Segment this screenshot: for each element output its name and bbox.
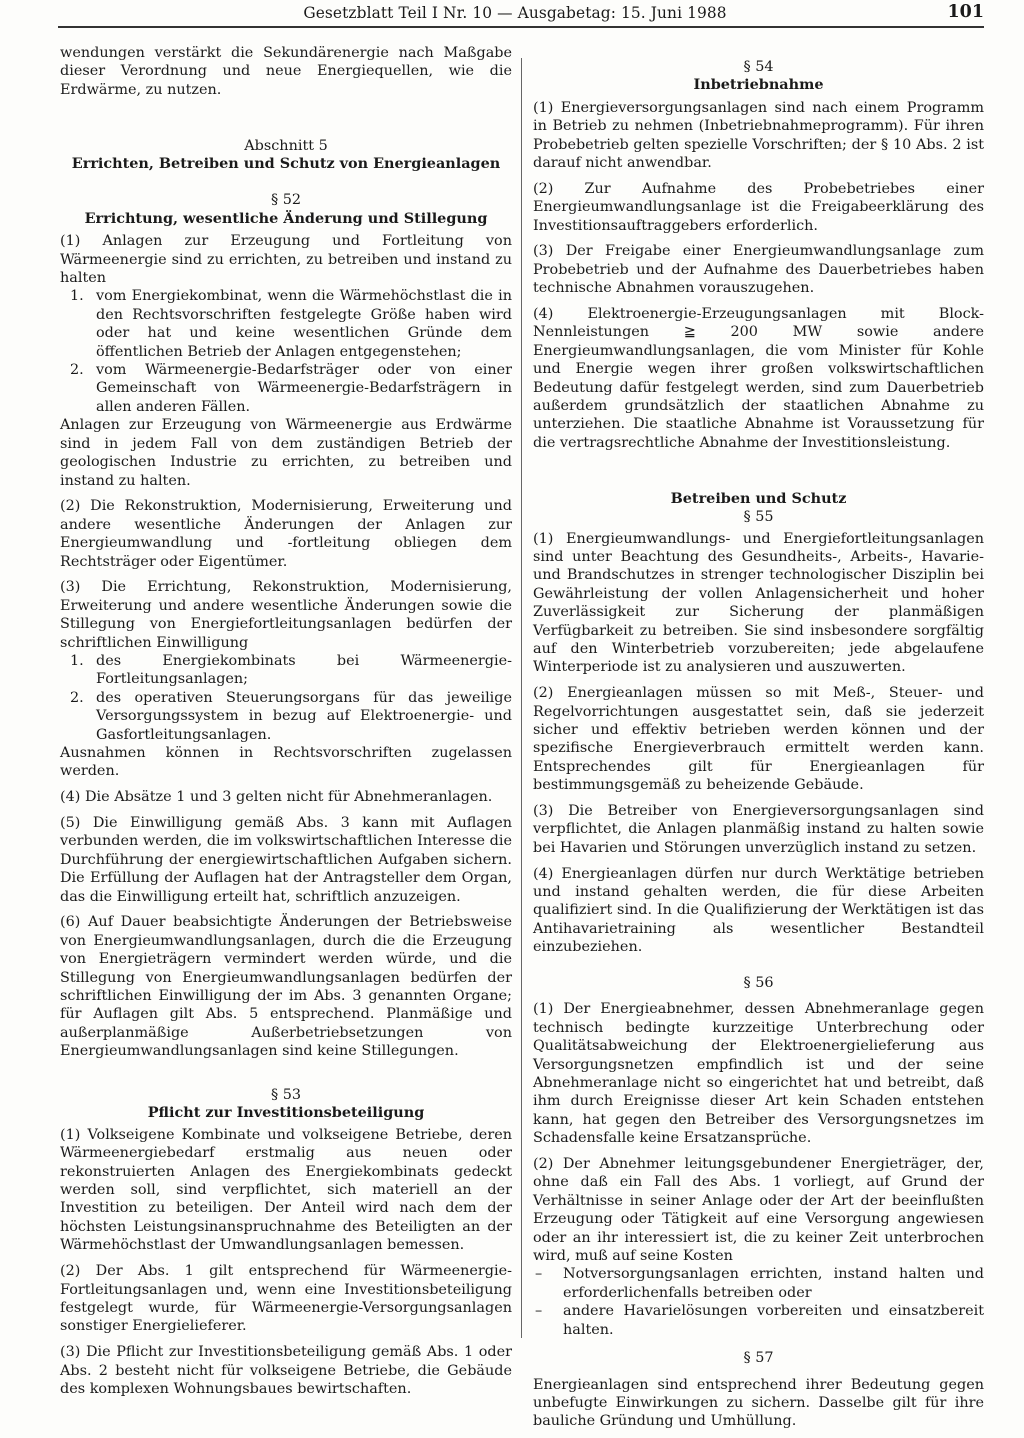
section-52-para-1-after: Anlagen zur Erzeugung von Wärmeenergie aus Erdwärme sind in jedem Fall von dem zuständigen Betrieb der geologischen Industrie zu errichten, zu betreiben und instand zu halten. [60, 417, 512, 489]
section-52-number: § 52 [270, 192, 302, 209]
column-divider [521, 58, 522, 1338]
section-54-para-4: (4) Elektroenergie-Erzeugungsanlagen mit Block-Nennleistungen ≧ 200 MW sowie andere Energieumwandlungsanlagen, die vom Minister für Kohle und Energie wegen ihrer großen volkswirtschaftlichen Bedeutung dafür festgelegt werden, sind zum Dauerbetrieb außerdem grundsätzlich der staatlichen Abnahme zu unterziehen. Die staatliche Abnahme ist Voraussetzung für die vertragsrechtliche Abnahme der Investitionsleistung. [533, 306, 984, 451]
section-53-para-1: (1) Volkseigene Kombinate und volkseigene Betriebe, deren Wärmeenergiebedarf erstmalig aus neuen oder rekonstruierten Anlagen des Energiekombinats gedeckt werden soll, sind verpflichtet, sich materiell an der Investition zu beteiligen. Der Anteil wird nach dem der höchsten Leistungsinanspruchnahme des Beteiligten an der Wärmehöchstlast der Umwandlungsanlagen bemessen. [60, 1126, 512, 1254]
publication-title: Gesetzblatt Teil I Nr. 10 — Ausgabetag: 15. Juni 1988 [303, 4, 727, 22]
section-52-para-2: (2) Die Rekonstruktion, Modernisierung, Erweiterung und andere wesentliche Änderungen der Anlagen zur Energieumwandlung und -fortleitung obliegen dem Rechtsträger oder Eigentümer. [60, 498, 512, 570]
section-54-para-3: (3) Der Freigabe einer Energieumwandlungsanlage zum Probebetrieb und der Aufnahme des Dauerbetriebes haben technische Abnahmen vorauszugehen. [533, 243, 984, 297]
section-53-para-2: (2) Der Abs. 1 gilt entsprechend für Wärmeenergie-Fortleitungsanlagen und, wenn eine Investitionsbeteiligung festgelegt wurde, für Wärmeenergie-Versorgungsanlagen sonstiger Energielieferer. [60, 1263, 512, 1335]
list-text: des operativen Steuerungsorgans für das jeweilige Versorgungssystem in bezug auf Elektroenergie- und Gasfortleitungsanlagen. [96, 689, 512, 743]
list-marker: 1. [70, 288, 84, 305]
list-item [533, 1302, 984, 1339]
page-header [0, 0, 1024, 34]
section-57-para-1: Energieanlagen sind entsprechend ihrer Bedeutung gegen unbefugte Einwirkungen zu sichern. Dasselbe gilt für ihre bauliche Gründung und Umhüllung. [533, 1376, 984, 1430]
section-55-para-4: (4) Energieanlagen dürfen nur durch Werktätige betrieben und instand gehalten werden, die für diese Arbeiten qualifiziert sind. In die Qualifizierung der Werktätigen ist das Antihavarietraining als wesentlicher Bestandteil einzubeziehen. [533, 865, 984, 956]
abschnitt-label: Abschnitt 5 [244, 137, 328, 154]
section-56-number: § 56 [743, 975, 774, 991]
section-57-number: § 57 [743, 1350, 774, 1367]
right-column [533, 58, 984, 1438]
section-52-para-4: (4) Die Absätze 1 und 3 gelten nicht für Abnehmeranlagen. [60, 789, 493, 806]
list-marker: – [535, 1266, 543, 1283]
list-text: vom Energiekombinat, wenn die Wärmehöchstlast die in den Rechtsvorschriften festgelegte Größe haben wird oder hat und keine wesentlichen Gründe dem öffentlichen Betrieb der Anlagen entgegenstehen; [96, 288, 512, 360]
section-54-para-2: (2) Zur Aufnahme des Probebetriebes einer Energieumwandlungsanlage ist die Freigabeerklärung des Investitionsauftraggebers erforderlich. [533, 180, 984, 234]
section-56-para-1: (1) Der Energieabnehmer, dessen Abnehmeranlage gegen technisch bedingte kurzzeitige Unterbrechung oder Qualitätsabweichung der Elektroenergielieferung aus Versorgungsnetzen empfindlich ist und der seine Abnehmeranlage nicht so eingerichtet hat und betreibt, daß ihm durch Ereignisse dieser Art kein Schaden entstehen kann, hat gegen den Betreiber des Versorgungsnetzes im Schadensfalle keine Ersatzansprüche. [533, 1001, 984, 1147]
list-text: vom Wärmeenergie-Bedarfsträger oder von einer Gemeinschaft von Wärmeenergie-Bedarfsträgern in allen anderen Fällen. [96, 362, 512, 415]
list-text: Notversorgungsanlagen errichten, instand halten und erforderlichenfalls betreiben oder [563, 1266, 984, 1301]
section-52-para-6: (6) Auf Dauer beabsichtigte Änderungen der Betriebsweise von Energieumwandlungsanlagen, durch die die Erzeugung von Energieträgern vermindert werden würde, und die Stillegung von Energieumwandlungsanlagen bedürfen der schriftlichen Einwilligung der im Abs. 3 genannten Organe; für Auflagen gilt Abs. 5 entsprechend. Planmäßige und außerplanmäßige Außerbetriebsetzungen von Energieumwandlungsanlagen sind keine Stillegungen. [60, 914, 512, 1060]
section-53-title: Pflicht zur Investitionsbeteiligung [147, 1104, 425, 1122]
list-item [60, 689, 512, 744]
section-54-para-1: (1) Energieversorgungsanlagen sind nach einem Programm in Betrieb zu nehmen (Inbetriebnahmeprogramm). Für ihren Probebetrieb gelten spezielle Vorschriften; der § 10 Abs. 2 ist darauf nicht anwendbar. [533, 99, 984, 172]
abschnitt-title: Errichten, Betreiben und Schutz von Energieanlagen [71, 155, 501, 173]
section-53-number: § 53 [270, 1087, 302, 1104]
section-52-para-1: (1) Anlagen zur Erzeugung und Fortleitung von Wärmeenergie sind zu errichten, zu betreiben und instand zu halten [60, 233, 512, 287]
header-rule [58, 26, 984, 28]
list-marker: – [535, 1303, 543, 1320]
section-56-para-2: (2) Der Abnehmer leitungsgebundener Energieträger, der, ohne daß ein Fall des Abs. 1 vorliegt, auf Grund der Verhältnisse in seiner Anlage oder der Art der beeinflußten Erzeugung oder Tätigkeit auf eine Versorgung angewiesen oder an ihr interessiert ist, die zu keiner Zeit unterbrochen wird, muß auf seine Kosten [533, 1156, 984, 1265]
section-55-para-1: (1) Energieumwandlungs- und Energiefortleitungsanlagen sind unter Beachtung des Gesundheits-, Arbeits-, Havarie- und Brandschutzes in strenger technologischer Disziplin bei Gewährleistung der vollen Anlagensicherheit und hoher Zuverlässigkeit zur Sicherung der planmäßigen Verfügbarkeit zu betreiben. Sie sind insbesondere sorgfältig auf den Winterbetrieb vorzubereiten; jede abgelaufene Winterperiode ist zu analysieren und auszuwerten. [533, 530, 984, 676]
list-text: des Energiekombinats bei Wärmeenergie-Fortleitungsanlagen; [96, 652, 512, 688]
section-55-para-3: (3) Die Betreiber von Energieversorgungsanlagen sind verpflichtet, die Anlagen planmäßig instand zu halten sowie bei Havarien und Störungen unverzüglich instand zu setzen. [533, 802, 984, 856]
section-52-para-5: (5) Die Einwilligung gemäß Abs. 3 kann mit Auflagen verbunden werden, die im volkswirtschaftlichen Interesse die Durchführung der energiewirtschaftlichen Aufgaben sichern. Die Erfüllung der Auflagen hat der Antragsteller dem Organ, das die Einwilligung erteilt hat, schriftlich anzuzeigen. [60, 814, 512, 905]
intro-paragraph: wendungen verstärkt die Sekundärenergie nach Maßgabe dieser Verordnung und neue Energiequellen, wie die Erdwärme, zu nutzen. [60, 45, 512, 98]
left-column [60, 44, 512, 1406]
list-text: andere Havarielösungen vorbereiten und einsatzbereit halten. [563, 1303, 984, 1338]
list-item [533, 1265, 984, 1302]
list-item [60, 652, 512, 689]
section-52-title: Errichtung, wesentliche Änderung und Stillegung [84, 209, 488, 227]
betreiben-heading: Betreiben und Schutz [670, 489, 847, 507]
list-marker: 2. [70, 362, 84, 379]
list-marker: 2. [70, 689, 84, 706]
section-52-para-3: (3) Die Errichtung, Rekonstruktion, Modernisierung, Erweiterung und andere wesentliche Änderungen sowie die Stillegung von Energiefortleitungsanlagen bedürfen der schriftlichen Einwilligung [60, 579, 512, 651]
section-55-number: § 55 [743, 509, 774, 526]
section-55-para-2: (2) Energieanlagen müssen so mit Meß-, Steuer- und Regelvorrichtungen ausgestattet sein, daß sie jederzeit sicher und effektiv betrieben werden können und der spezifische Energieverbrauch ermittelt werden kann. Entsprechendes gilt für Energieanlagen für bestimmungsgemäß zu beheizende Gebäude. [533, 685, 984, 794]
section-52-para-3-after: Ausnahmen können in Rechtsvorschriften zugelassen werden. [60, 744, 512, 780]
section-54-number: § 54 [743, 59, 774, 75]
list-marker: 1. [70, 652, 84, 669]
list-item [60, 287, 512, 361]
section-53-para-3: (3) Die Pflicht zur Investitionsbeteiligung gemäß Abs. 1 oder Abs. 2 besteht nicht für volkseigene Betriebe, die Gebäude des komplexen Wohnungsbaues bewirtschaften. [60, 1344, 512, 1397]
section-54-title: Inbetriebnahme [693, 76, 824, 94]
page-number: 101 [947, 2, 984, 22]
list-item [60, 361, 512, 416]
